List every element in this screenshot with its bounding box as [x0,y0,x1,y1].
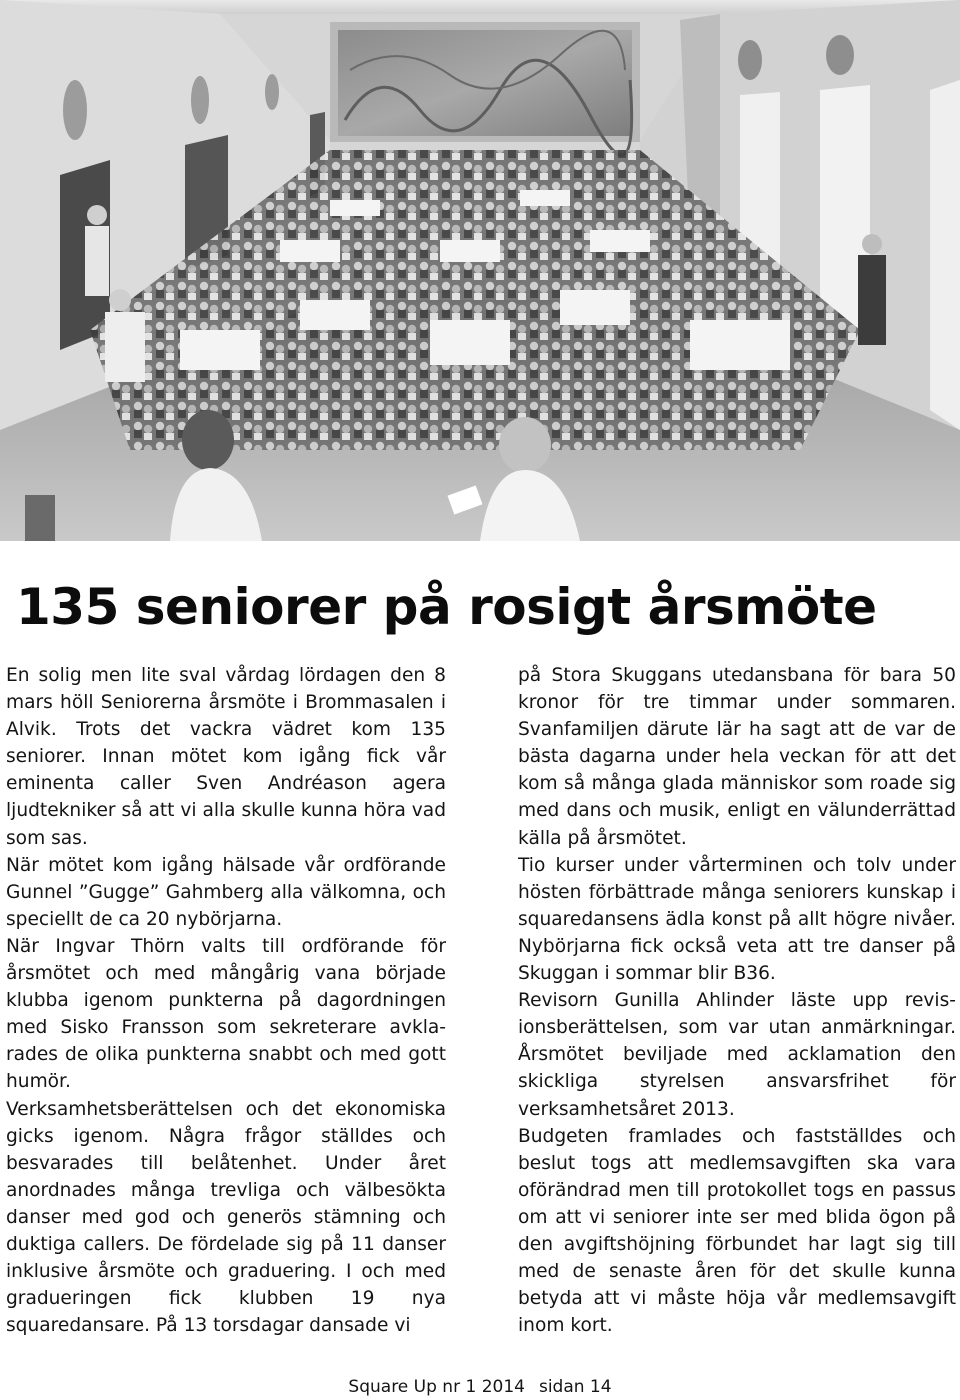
paragraph-chair: När Ingvar Thörn valts till ordförande för årsmötet och med mångårig vana började klubba igenom punkterna på dagordningen med Sisko Fransson som sekreterare avklarades de olika punkterna snabbt och med gott humör. [6,935,446,1093]
paragraph-courses: Tio kurser under vårterminen och tolv under hösten förbättrade många seniorers kunskap i squaredansens ädla konst på allt högre nivåer. Nybörjarna fick också veta att tre danser på Skuggan i sommar blir B36. [518,854,956,985]
paragraph-summer-dancing: på Stora Skuggans utedansbana för bara 50 kronor för tre timmar under sommaren. Svanfamiljen därute lär ha sagt att de var de bästa dagarna under hela veckan för att det kom så många glada människor som roade sig med dans och musik, enligt en välunderrättad källa på årsmötet. [518,665,956,849]
hall-photo-graphic [0,0,960,541]
paragraph-audit: Revisorn Gunilla Ahlinder läste upp revisionsberättelsen, som var utan anmärkningar. Årsmötet beviljade med acklamation den skickliga styrelsen ansvarsfrihet för verksamhetsåret 2013. [518,990,956,1120]
publication-name: Square Up nr 1 2014 [348,1377,525,1397]
paragraph-welcome: När mötet kom igång hälsade vår ordförande Gunnel ”Gugge” Gahmberg alla välkomna, och speciellt de ca 20 nybörjarna. [6,854,446,930]
paragraph-budget: Budgeten framlades och fastställdes och beslut togs att medlemsavgiften ska vara oförändrad men till protokollet togs en passus om att vi seniorer inte ser med blida ögon på den avgiftshöjning förbundet har lagt sig till med de senaste åren för det skulle kunna betyda att vi måste höja vår medlemsavgift inom kort. [518,1125,956,1337]
article-photo [0,0,960,541]
article-column-right [518,662,956,1339]
paragraph-intro: En solig men lite sval vårdag lördagen den 8 mars höll Seniorerna årsmöte i Brommasalen i Alvik. Trots det vackra vädret kom 135 seniorer. Innan mötet kom igång fick vår eminenta caller Sven Andréason agera ljudtekniker så att vi alla skulle kunna höra vad som sas. [6,665,446,849]
mural [338,30,632,136]
page-footer [0,1376,960,1398]
article-column-left [6,662,446,1339]
paragraph-activity-report: Verksamhetsberättelsen och det ekonomiska gicks igenom. Några frågor ställdes och besvarades till belåtenhet. Under året anordnades många trevliga och välbesökta danser med god och generös stämning och duktiga callers. De fördelade sig på 11 danser inklusive årsmöte och graduering. I och med gradueringen fick klubben 19 nya squaredansare. På 13 torsdagar dansade vi [6,1098,446,1337]
article-headline: 135 seniorer på rosigt årsmöte [16,578,877,636]
page-number: sidan 14 [538,1377,612,1397]
